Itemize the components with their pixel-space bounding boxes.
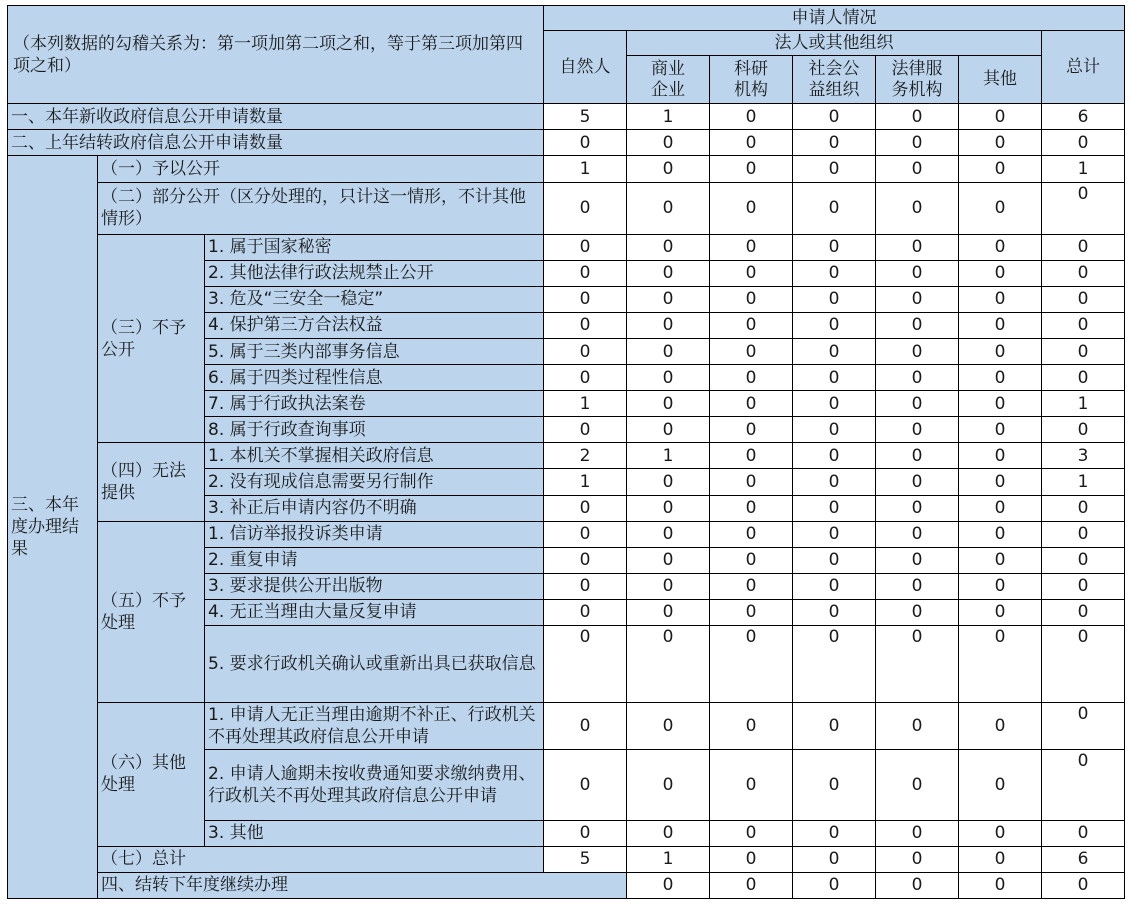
value-cell: 0 [959, 625, 1042, 702]
value-cell: 0 [1042, 573, 1125, 599]
header-sub-2: 社会公 益组织 [793, 56, 876, 104]
value-cell: 0 [1042, 703, 1125, 750]
value-cell: 0 [876, 872, 959, 898]
value-cell: 0 [710, 182, 793, 234]
row-label: 一、本年新收政府信息公开申请数量 [8, 104, 544, 130]
value-cell: 0 [959, 599, 1042, 625]
value-cell: 0 [544, 820, 627, 846]
value-cell: 0 [793, 417, 876, 443]
value-cell: 0 [710, 156, 793, 182]
value-cell: 0 [544, 703, 627, 750]
value-cell: 0 [1042, 495, 1125, 521]
value-cell: 0 [1042, 417, 1125, 443]
value-cell: 0 [1042, 339, 1125, 365]
value-cell: 0 [627, 547, 710, 573]
value-cell: 0 [710, 872, 793, 898]
value-cell: 0 [793, 872, 876, 898]
row-label: 3. 危及“三安全一稳定” [205, 286, 544, 312]
value-cell: 0 [710, 495, 793, 521]
row-label: 四、结转下年度继续办理 [98, 872, 627, 898]
value-cell: 0 [876, 573, 959, 599]
value-cell: 0 [627, 625, 710, 702]
value-cell: 0 [627, 391, 710, 417]
value-cell: 0 [793, 469, 876, 495]
value-cell: 0 [876, 521, 959, 547]
value-cell: 0 [710, 703, 793, 750]
value-cell: 0 [1042, 820, 1125, 846]
value-cell: 0 [959, 182, 1042, 234]
value-cell: 0 [544, 182, 627, 234]
row-label: 6. 属于四类过程性信息 [205, 365, 544, 391]
row-label: 3. 其他 [205, 820, 544, 846]
value-cell: 0 [1042, 872, 1125, 898]
row-label: 1. 本机关不掌握相关政府信息 [205, 443, 544, 469]
value-cell: 0 [793, 156, 876, 182]
value-cell: 0 [959, 365, 1042, 391]
table-row [8, 846, 1125, 872]
value-cell: 0 [627, 469, 710, 495]
table-row [8, 872, 1125, 898]
value-cell: 0 [793, 312, 876, 338]
header-total: 总计 [1042, 31, 1125, 104]
value-cell: 0 [793, 260, 876, 286]
value-cell: 0 [1042, 521, 1125, 547]
value-cell: 0 [1042, 312, 1125, 338]
table-row [8, 703, 1125, 750]
header-sub-1: 科研 机构 [710, 56, 793, 104]
value-cell: 0 [959, 156, 1042, 182]
value-cell: 0 [793, 599, 876, 625]
value-cell: 0 [710, 417, 793, 443]
value-cell: 0 [876, 469, 959, 495]
value-cell: 0 [876, 495, 959, 521]
table-row [8, 234, 1125, 260]
value-cell: 1 [627, 104, 710, 130]
value-cell: 0 [793, 625, 876, 702]
value-cell: 0 [793, 846, 876, 872]
value-cell: 0 [959, 469, 1042, 495]
value-cell: 0 [793, 495, 876, 521]
value-cell: 0 [876, 703, 959, 750]
value-cell: 0 [1042, 234, 1125, 260]
value-cell: 0 [544, 339, 627, 365]
value-cell: 0 [876, 391, 959, 417]
subgroup-label: （五）不予处理 [98, 521, 205, 703]
row-label: 2. 其他法律行政法规禁止公开 [205, 260, 544, 286]
value-cell: 0 [959, 547, 1042, 573]
value-cell: 0 [876, 312, 959, 338]
value-cell: 0 [627, 599, 710, 625]
value-cell: 0 [1042, 182, 1125, 234]
table-row [8, 104, 1125, 130]
value-cell: 0 [544, 521, 627, 547]
value-cell: 0 [959, 312, 1042, 338]
row-label: 8. 属于行政查询事项 [205, 417, 544, 443]
value-cell: 0 [627, 365, 710, 391]
value-cell: 0 [544, 599, 627, 625]
value-cell: 0 [544, 365, 627, 391]
value-cell: 0 [793, 573, 876, 599]
value-cell: 0 [876, 365, 959, 391]
value-cell: 0 [627, 339, 710, 365]
value-cell: 0 [710, 846, 793, 872]
value-cell: 0 [1042, 547, 1125, 573]
value-cell: 0 [959, 820, 1042, 846]
row-label: 1. 申请人无正当理由逾期不补正、行政机关不再处理其政府信息公开申请 [205, 703, 544, 750]
value-cell: 0 [710, 820, 793, 846]
value-cell: 0 [710, 260, 793, 286]
value-cell: 0 [1042, 365, 1125, 391]
value-cell: 0 [876, 750, 959, 820]
subgroup-label: （四）无法提供 [98, 443, 205, 521]
header-natural-person: 自然人 [544, 31, 627, 104]
government-info-disclosure-table [7, 5, 1125, 899]
value-cell: 0 [627, 495, 710, 521]
header-applicant: 申请人情况 [544, 6, 1125, 31]
value-cell: 0 [959, 443, 1042, 469]
value-cell: 0 [627, 703, 710, 750]
value-cell: 3 [1042, 443, 1125, 469]
value-cell: 0 [793, 339, 876, 365]
value-cell: 0 [876, 547, 959, 573]
value-cell: 0 [793, 286, 876, 312]
value-cell: 0 [959, 703, 1042, 750]
value-cell: 0 [793, 521, 876, 547]
value-cell: 0 [544, 286, 627, 312]
row-label: 3. 补正后申请内容仍不明确 [205, 495, 544, 521]
row-label: 4. 保护第三方合法权益 [205, 312, 544, 338]
value-cell: 0 [627, 130, 710, 156]
value-cell: 0 [959, 260, 1042, 286]
value-cell: 0 [1042, 625, 1125, 702]
value-cell: 1 [544, 391, 627, 417]
row-label: 2. 重复申请 [205, 547, 544, 573]
value-cell: 0 [710, 286, 793, 312]
value-cell: 1 [544, 156, 627, 182]
value-cell: 1 [1042, 156, 1125, 182]
value-cell: 0 [959, 391, 1042, 417]
value-cell: 1 [627, 443, 710, 469]
value-cell: 0 [959, 234, 1042, 260]
value-cell: 0 [544, 573, 627, 599]
value-cell: 0 [876, 443, 959, 469]
value-cell: 0 [710, 521, 793, 547]
row-label: 2. 申请人逾期未按收费通知要求缴纳费用、行政机关不再处理其政府信息公开申请 [205, 750, 544, 820]
value-cell: 0 [793, 365, 876, 391]
value-cell: 0 [710, 391, 793, 417]
row-label: 7. 属于行政执法案卷 [205, 391, 544, 417]
value-cell: 0 [1042, 286, 1125, 312]
value-cell: 0 [959, 872, 1042, 898]
row-label: 1. 属于国家秘密 [205, 234, 544, 260]
row-label: （一）予以公开 [98, 156, 544, 182]
value-cell: 0 [710, 130, 793, 156]
value-cell: 1 [627, 846, 710, 872]
value-cell: 0 [959, 750, 1042, 820]
value-cell: 0 [959, 573, 1042, 599]
table-body [8, 6, 1125, 899]
value-cell: 0 [959, 495, 1042, 521]
value-cell: 0 [627, 182, 710, 234]
value-cell: 0 [793, 703, 876, 750]
subgroup-label: （六）其他处理 [98, 703, 205, 846]
value-cell: 0 [876, 104, 959, 130]
value-cell: 0 [627, 260, 710, 286]
value-cell: 0 [876, 286, 959, 312]
row-label: 5. 属于三类内部事务信息 [205, 339, 544, 365]
value-cell: 0 [876, 599, 959, 625]
value-cell: 0 [793, 547, 876, 573]
value-cell: 0 [710, 750, 793, 820]
value-cell: 5 [544, 104, 627, 130]
value-cell: 0 [1042, 130, 1125, 156]
value-cell: 0 [876, 234, 959, 260]
row-label: 二、上年结转政府信息公开申请数量 [8, 130, 544, 156]
value-cell: 0 [876, 820, 959, 846]
value-cell: 6 [1042, 104, 1125, 130]
value-cell: 2 [544, 443, 627, 469]
value-cell: 0 [627, 417, 710, 443]
value-cell: 0 [544, 547, 627, 573]
table-row [8, 521, 1125, 547]
value-cell: 0 [710, 365, 793, 391]
value-cell: 0 [959, 286, 1042, 312]
value-cell: 0 [627, 234, 710, 260]
value-cell: 0 [710, 339, 793, 365]
value-cell: 1 [1042, 469, 1125, 495]
value-cell: 0 [876, 846, 959, 872]
value-cell: 0 [959, 846, 1042, 872]
value-cell: 0 [876, 156, 959, 182]
row-label: （七）总计 [98, 846, 544, 872]
value-cell: 0 [1042, 750, 1125, 820]
value-cell: 0 [710, 312, 793, 338]
value-cell: 0 [627, 872, 710, 898]
value-cell: 0 [1042, 599, 1125, 625]
row-label: （二）部分公开（区分处理的，只计这一情形，不计其他情形） [98, 182, 544, 234]
row-label: 5. 要求行政机关确认或重新出具已获取信息 [205, 625, 544, 702]
value-cell: 1 [1042, 391, 1125, 417]
value-cell: 1 [544, 469, 627, 495]
value-cell: 0 [627, 820, 710, 846]
value-cell: 0 [793, 750, 876, 820]
value-cell: 0 [710, 443, 793, 469]
value-cell: 0 [544, 234, 627, 260]
table-row [8, 156, 1125, 182]
value-cell: 0 [959, 104, 1042, 130]
value-cell: 0 [876, 417, 959, 443]
row-label: 3. 要求提供公开出版物 [205, 573, 544, 599]
value-cell: 0 [793, 443, 876, 469]
value-cell: 0 [544, 312, 627, 338]
table-row [8, 443, 1125, 469]
value-cell: 0 [544, 625, 627, 702]
value-cell: 0 [544, 417, 627, 443]
value-cell: 0 [876, 182, 959, 234]
row-label: 1. 信访举报投诉类申请 [205, 521, 544, 547]
value-cell: 6 [1042, 846, 1125, 872]
value-cell: 0 [793, 130, 876, 156]
value-cell: 5 [544, 846, 627, 872]
value-cell: 0 [710, 234, 793, 260]
value-cell: 0 [627, 312, 710, 338]
header-sub-4: 其他 [959, 56, 1042, 104]
subgroup-label: （三）不予公开 [98, 234, 205, 443]
value-cell: 0 [710, 547, 793, 573]
table-row [8, 182, 1125, 234]
value-cell: 0 [544, 130, 627, 156]
value-cell: 0 [1042, 260, 1125, 286]
value-cell: 0 [959, 130, 1042, 156]
value-cell: 0 [793, 182, 876, 234]
value-cell: 0 [544, 750, 627, 820]
value-cell: 0 [710, 104, 793, 130]
row-label: 4. 无正当理由大量反复申请 [205, 599, 544, 625]
value-cell: 0 [627, 156, 710, 182]
value-cell: 0 [876, 260, 959, 286]
table-row [8, 130, 1125, 156]
value-cell: 0 [627, 573, 710, 599]
value-cell: 0 [793, 104, 876, 130]
value-cell: 0 [959, 417, 1042, 443]
group-label: 三、本年度办理结果 [8, 156, 98, 899]
header-legal-group: 法人或其他组织 [627, 31, 1042, 56]
row-label: 2. 没有现成信息需要另行制作 [205, 469, 544, 495]
value-cell: 0 [959, 339, 1042, 365]
value-cell: 0 [627, 521, 710, 547]
value-cell: 0 [876, 625, 959, 702]
value-cell: 0 [544, 260, 627, 286]
value-cell: 0 [876, 339, 959, 365]
value-cell: 0 [793, 820, 876, 846]
value-cell: 0 [793, 234, 876, 260]
value-cell: 0 [876, 130, 959, 156]
value-cell: 0 [627, 750, 710, 820]
value-cell: 0 [544, 495, 627, 521]
value-cell: 0 [710, 599, 793, 625]
value-cell: 0 [627, 286, 710, 312]
value-cell: 0 [710, 573, 793, 599]
value-cell: 0 [710, 625, 793, 702]
value-cell: 0 [959, 521, 1042, 547]
header-sub-3: 法律服 务机构 [876, 56, 959, 104]
value-cell: 0 [793, 391, 876, 417]
value-cell: 0 [710, 469, 793, 495]
header-note: （本列数据的勾稽关系为：第一项加第二项之和，等于第三项加第四项之和） [8, 6, 544, 104]
header-sub-0: 商业 企业 [627, 56, 710, 104]
